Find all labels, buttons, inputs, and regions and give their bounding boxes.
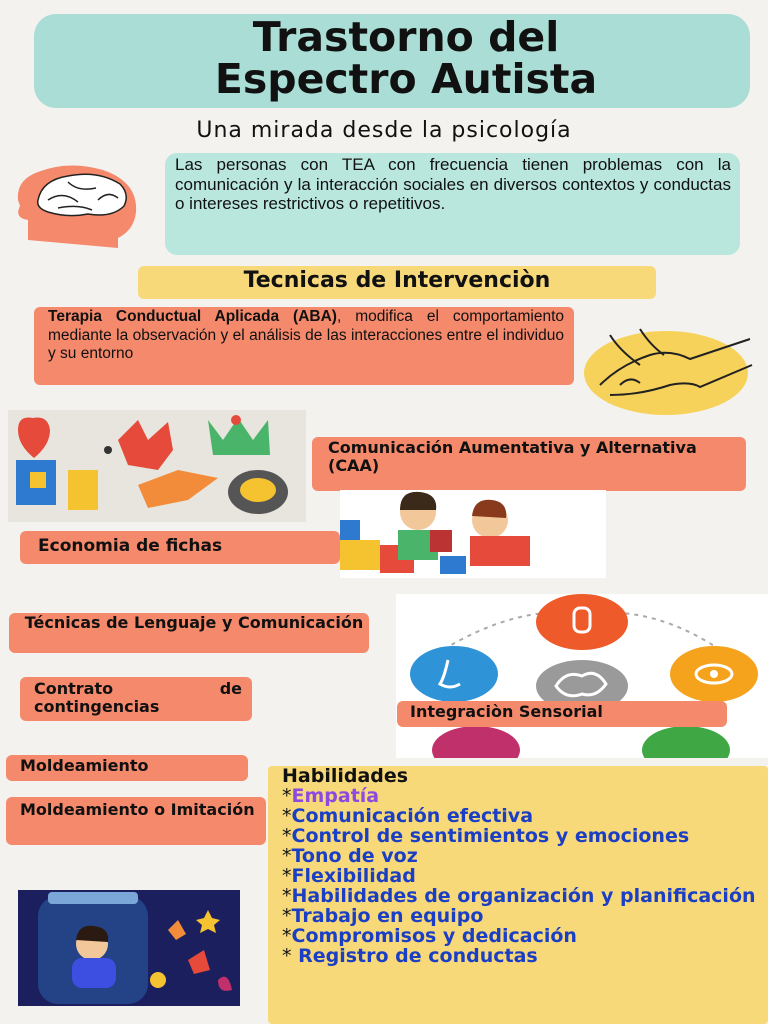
moldeamiento-label: Moldeamiento (20, 756, 149, 775)
imitacion-label: Moldeamiento o Imitación (20, 800, 255, 819)
skills-list (282, 786, 766, 966)
children-playing-image (340, 490, 606, 578)
child-in-jar-image (18, 890, 240, 1006)
skill-item: *Comunicación efectiva (282, 805, 534, 827)
skill-item: *Flexibilidad (282, 865, 416, 887)
contrato-label: Contrato de contingencias (34, 679, 242, 716)
skill-item: *Trabajo en equipo (282, 905, 484, 927)
sensorial-label: Integraciòn Sensorial (410, 702, 603, 721)
child-in-jar-graphic (18, 890, 240, 1006)
page-subtitle: Una mirada desde la psicología (196, 118, 572, 143)
page-title: Trastorno del Espectro Autista (214, 13, 598, 103)
aba-name: Terapia Conductual Aplicada (ABA) (48, 308, 337, 325)
skills-panel (282, 766, 766, 966)
skill-item: *Empatía (282, 785, 380, 807)
skill-item: *Control de sentimientos y emociones (282, 825, 690, 847)
aba-description: , modifica el comportamiento mediante la observación y el análisis de las interacciones entre el individuo y su entorno (48, 308, 564, 362)
head-brain-icon (8, 160, 148, 250)
skill-item: *Tono de voz (282, 845, 418, 867)
lenguaje-label: Técnicas de Lenguaje y Comunicación (24, 613, 364, 632)
children-playing-graphic (340, 490, 606, 578)
puzzle-hands-image (8, 410, 306, 522)
skill-item: *Compromisos y dedicación (282, 925, 577, 947)
aba-text (48, 308, 564, 364)
techniques-heading: Tecnicas de Intervenciòn (243, 268, 551, 293)
skills-title: Habilidades (282, 765, 409, 787)
skill-item: * Registro de conductas (282, 945, 538, 967)
senses-diagram-image (396, 594, 768, 758)
puzzle-hands-graphic (8, 410, 306, 522)
skill-item: *Habilidades de organización y planificación (282, 885, 756, 907)
intro-text: Las personas con TEA con frecuencia tienen problemas con la comunicación y la interacción sociales en diversos contextos y conductas o intereses restrictivos o repetitivos. (175, 155, 731, 213)
caa-label: Comunicación Aumentativa y Alternativa (CAA) (328, 438, 697, 475)
holding-hands-icon (580, 325, 756, 417)
senses-diagram-graphic (396, 594, 768, 758)
economia-label: Economia de fichas (38, 536, 223, 556)
